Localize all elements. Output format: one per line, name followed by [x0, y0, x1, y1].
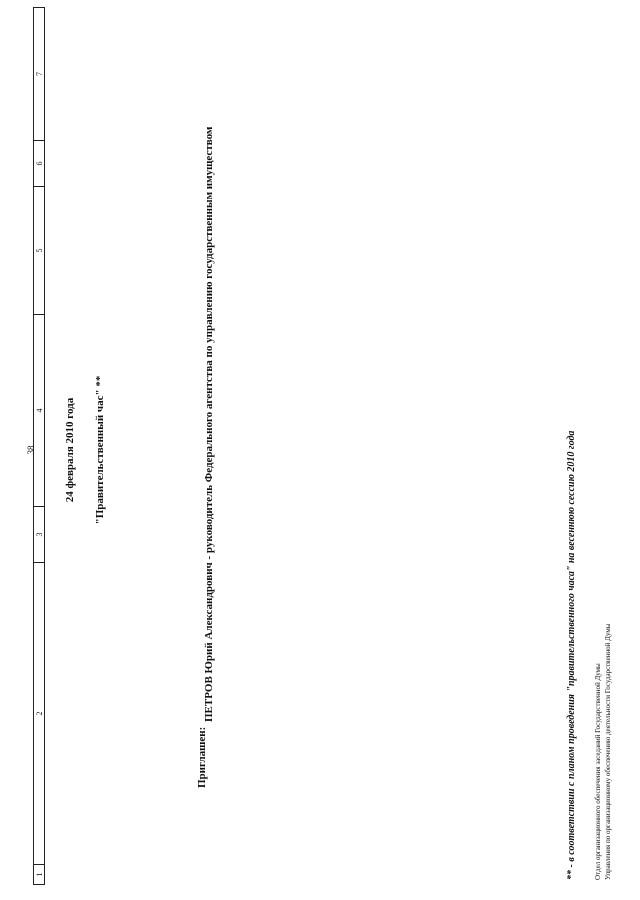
column-header-4: 4: [34, 314, 44, 506]
column-header-table: [33, 7, 45, 885]
column-header-7: 7: [35, 72, 44, 76]
column-header-1: 1: [34, 864, 44, 884]
page-number: 38: [26, 445, 36, 455]
footnote: ** - в соответствии с планом проведения "правительственного часа" на весеннюю сессию 2010 года: [566, 430, 577, 880]
invited-label: Приглашен:: [196, 726, 208, 788]
department-line-1: Отдел организационного обеспечения заседаний Государственной Думы: [594, 663, 602, 880]
column-header-3: 3: [34, 506, 44, 562]
column-header-5: 5: [34, 186, 44, 314]
event-title: "Правительственный час" **: [94, 375, 106, 525]
department-line-2: Управления по организационному обеспечению деятельности Государственной Думы: [604, 623, 612, 880]
column-header-6: 6: [34, 140, 44, 186]
date-heading: 24 февраля 2010 года: [64, 397, 76, 503]
column-header-2: 2: [34, 562, 44, 864]
invited-person: ПЕТРОВ Юрий Александрович - руководитель Федерального агентства по управлению государственным имуществом: [203, 126, 215, 722]
